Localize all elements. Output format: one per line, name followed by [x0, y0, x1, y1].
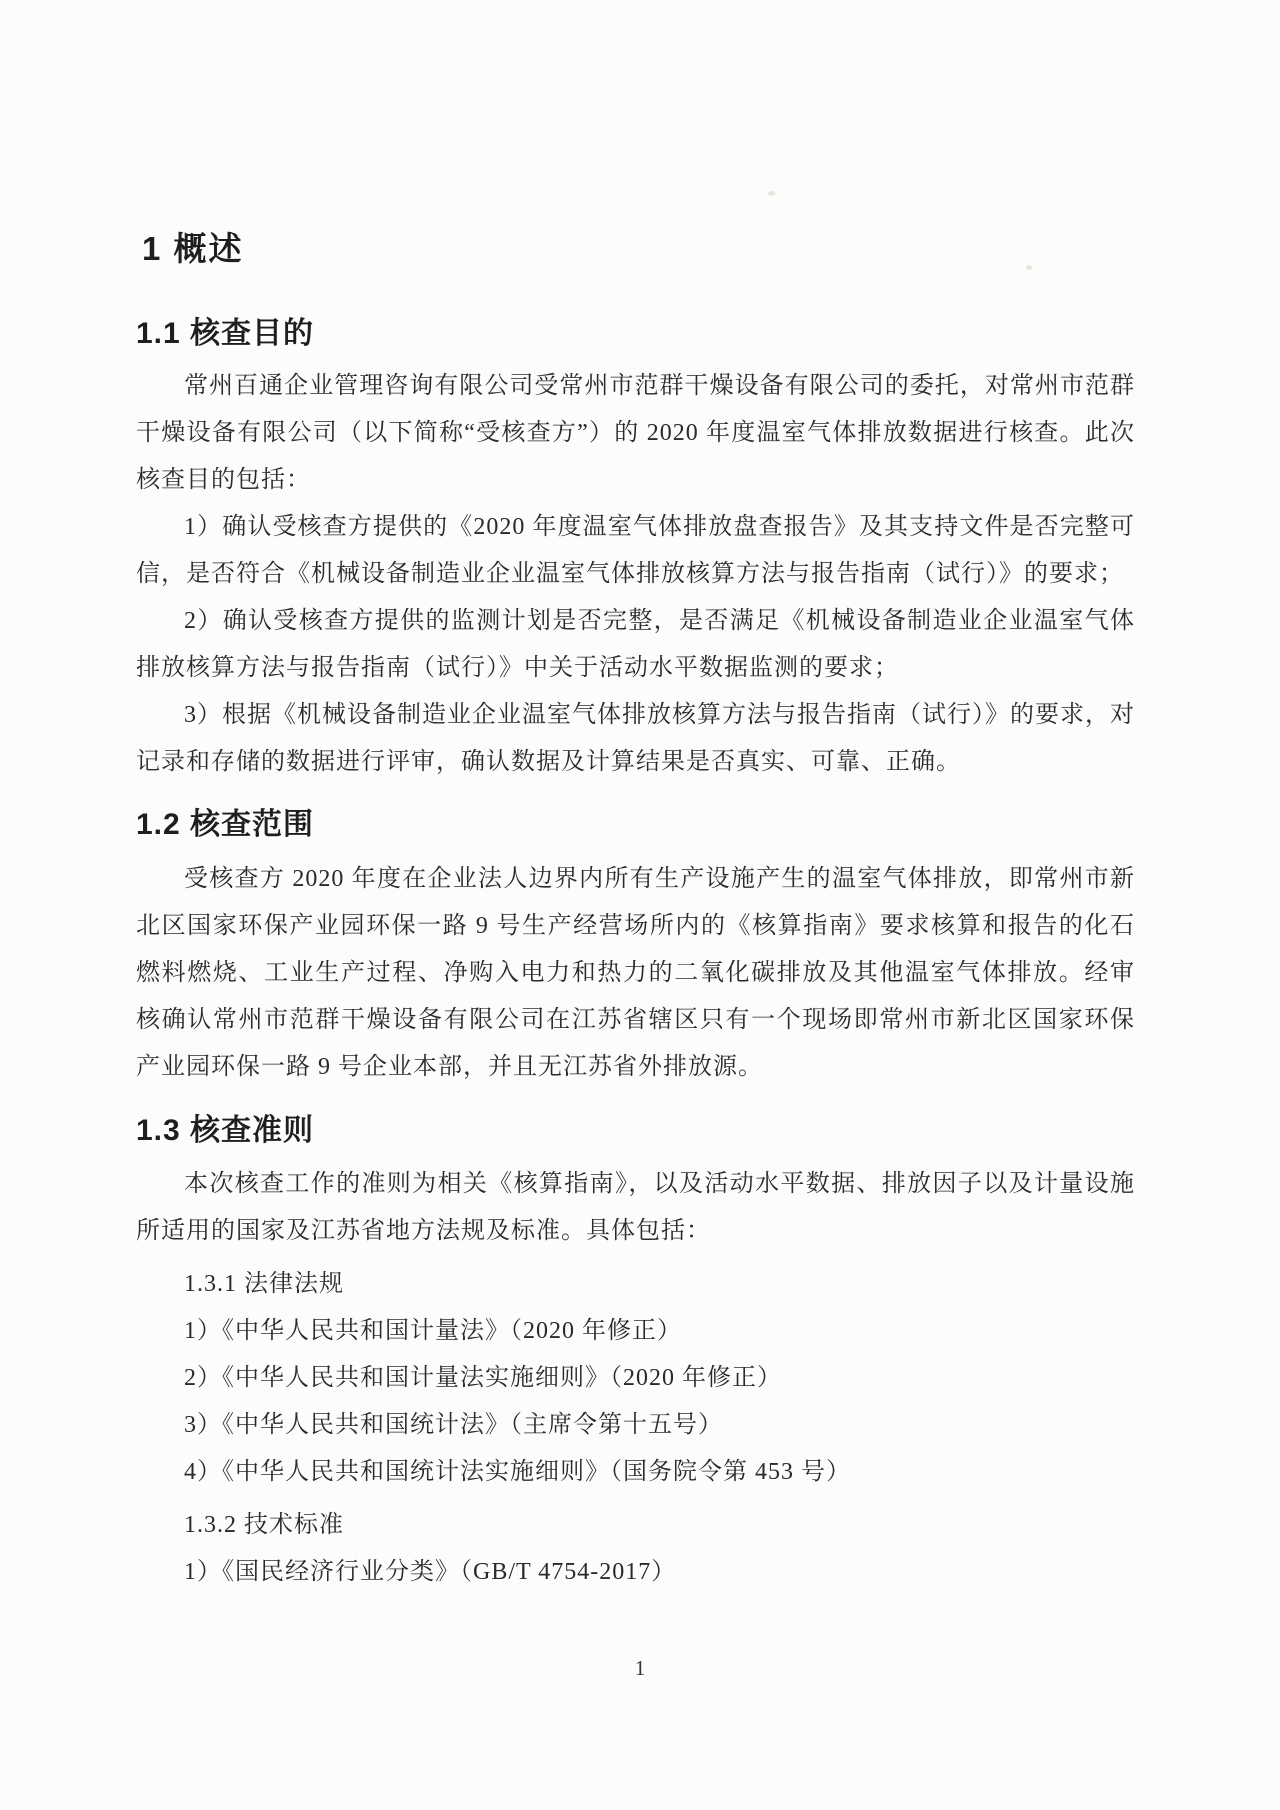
heading-verification-criteria: 1.3 核查准则	[136, 1114, 315, 1147]
paragraph-standard-item-1: 1）《国民经济行业分类》（GB/T 4754-2017）	[184, 1559, 677, 1585]
heading-overview: 1 概述	[142, 230, 244, 267]
paragraph-criteria-intro: 本次核查工作的准则为相关《核算指南》，以及活动水平数据、排放因子以及计量设施所适用的国家及江苏省地方法规及标准。具体包括：	[136, 1171, 1135, 1244]
paragraph-purpose-intro: 常州百通企业管理咨询有限公司受常州市范群干燥设备有限公司的委托，对常州市范群干燥设备有限公司（以下简称“受核查方”）的 2020 年度温室气体排放数据进行核查。此次核查目的包括：	[136, 373, 1135, 493]
paragraph-law-item-1: 1）《中华人民共和国计量法》（2020 年修正）	[184, 1318, 682, 1344]
page-number: 1	[634, 1656, 646, 1680]
paragraph-law-item-2: 2）《中华人民共和国计量法实施细则》（2020 年修正）	[184, 1365, 782, 1391]
subheading-technical-standards: 1.3.2 技术标准	[184, 1512, 344, 1538]
paragraph-law-item-3: 3）《中华人民共和国统计法》（主席令第十五号）	[184, 1412, 723, 1438]
paragraph-purpose-item-2: 2）确认受核查方提供的监测计划是否完整，是否满足《机械设备制造业企业温室气体排放核算方法与报告指南（试行）》中关于活动水平数据监测的要求；	[136, 608, 1135, 681]
scan-speck	[768, 191, 775, 196]
heading-verification-purpose: 1.1 核查目的	[136, 317, 315, 350]
paragraph-law-item-4: 4）《中华人民共和国统计法实施细则》（国务院令第 453 号）	[184, 1459, 851, 1485]
paragraph-scope-body: 受核查方 2020 年度在企业法人边界内所有生产设施产生的温室气体排放，即常州市新北区国家环保产业园环保一路 9 号生产经营场所内的《核算指南》要求核算和报告的化石燃料燃烧、工业生产过程、净购入电力和热力的二氧化碳排放及其他温室气体排放。经审核确认常州市范群干燥设备有限公司在江苏省辖区只有一个现场即常州市新北区国家环保产业园环保一路 9 号企业本部，并且无江苏省外排放源。	[136, 866, 1135, 1080]
scan-speck	[1026, 265, 1032, 270]
heading-verification-scope: 1.2 核查范围	[136, 808, 315, 841]
paragraph-purpose-item-3: 3）根据《机械设备制造业企业温室气体排放核算方法与报告指南（试行）》的要求，对记录和存储的数据进行评审，确认数据及计算结果是否真实、可靠、正确。	[136, 702, 1135, 775]
subheading-laws-regulations: 1.3.1 法律法规	[184, 1271, 344, 1297]
document-content	[136, 231, 1135, 1596]
paragraph-purpose-item-1: 1）确认受核查方提供的《2020 年度温室气体排放盘查报告》及其支持文件是否完整可信，是否符合《机械设备制造业企业温室气体排放核算方法与报告指南（试行）》的要求；	[136, 514, 1135, 587]
